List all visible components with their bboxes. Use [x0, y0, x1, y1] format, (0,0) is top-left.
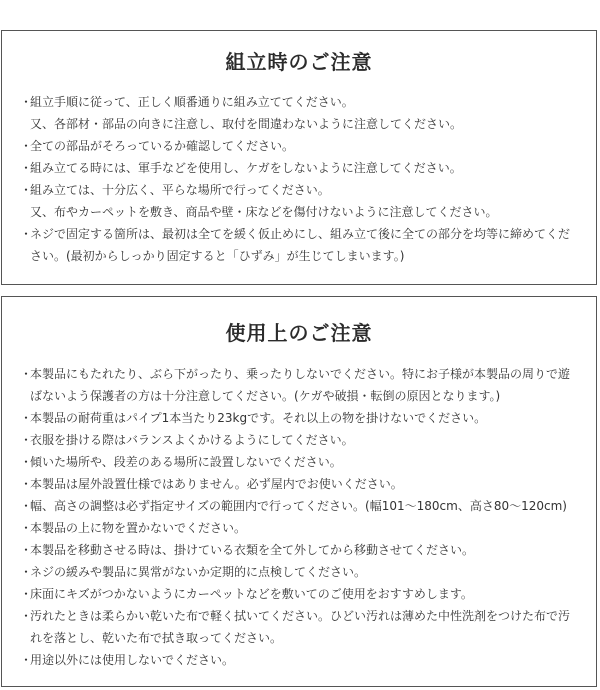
note-item [20, 451, 596, 473]
note-item [20, 157, 596, 179]
note-line: 組立手順に従って、正しく順番通りに組み立ててください。 [30, 95, 354, 109]
note-line: 汚れたときは柔らかい乾いた布で軽く拭いてください。ひどい汚れは薄めた中性洗剤をつけた布で汚 [30, 609, 571, 623]
usage-notes-box [1, 296, 597, 687]
note-item [20, 605, 596, 649]
bullet-dot: ・ [20, 587, 33, 601]
bullet-dot: ・ [20, 653, 33, 667]
note-line: 全ての部品がそろっているか確認してください。 [30, 139, 295, 153]
note-item [20, 583, 596, 605]
note-line: 用途以外には使用しないでください。 [30, 653, 235, 667]
note-item [20, 473, 596, 495]
note-item [20, 363, 596, 407]
note-line: 本製品にもたれたり、ぶら下がったり、乗ったりしないでください。特にお子様が本製品の周りで遊 [30, 367, 571, 381]
bullet-dot: ・ [20, 433, 33, 447]
bullet-dot: ・ [20, 521, 33, 535]
note-item [20, 91, 596, 135]
note-line: 衣服を掛ける際はバランスよくかけるようにしてください。 [30, 433, 354, 447]
bullet-dot: ・ [20, 565, 33, 579]
usage-notes-title: 使用上のご注意 [225, 321, 373, 345]
bullet-dot: ・ [20, 411, 33, 425]
note-line: れを落とし、乾いた布で拭き取ってください。 [30, 631, 283, 645]
bullet-dot: ・ [20, 609, 33, 623]
note-line: 床面にキズがつかないようにカーペットなどを敷いてのご使用をおすすめします。 [30, 587, 473, 601]
note-item [20, 495, 596, 517]
usage-notes-list [2, 363, 596, 671]
note-line: さい。(最初からしっかり固定すると「ひずみ」が生じてしまいます。) [30, 249, 405, 263]
note-line: 本製品の耐荷重はパイプ1本当たり23kgです。それ以上の物を掛けないでください。 [30, 411, 487, 425]
note-item [20, 539, 596, 561]
bullet-dot: ・ [20, 227, 33, 241]
note-item [20, 179, 596, 223]
note-item [20, 223, 596, 267]
bullet-dot: ・ [20, 139, 33, 153]
note-item [20, 517, 596, 539]
note-line: 組み立ては、十分広く、平らな場所で行ってください。 [30, 183, 330, 197]
bullet-dot: ・ [20, 183, 33, 197]
note-item [20, 561, 596, 583]
bullet-dot: ・ [20, 161, 33, 175]
note-line: ネジで固定する箇所は、最初は全てを緩く仮止めにし、組み立て後に全ての部分を均等に締めてくだ [30, 227, 571, 241]
bullet-dot: ・ [20, 95, 33, 109]
note-line: 又、各部材・部品の向きに注意し、取付を間違わないように注意してください。 [30, 117, 463, 131]
note-line: 傾いた場所や、段差のある場所に設置しないでください。 [30, 455, 342, 469]
assembly-notes-list [2, 91, 596, 267]
note-line: 又、布やカーペットを敷き、商品や壁・床などを傷付けないように注意してください。 [30, 205, 498, 219]
note-line: 本製品は屋外設置仕様ではありません。必ず屋内でお使いください。 [30, 477, 403, 491]
bullet-dot: ・ [20, 477, 33, 491]
bullet-dot: ・ [20, 499, 33, 513]
note-item [20, 135, 596, 157]
note-line: 本製品を移動させる時は、掛けている衣類を全て外してから移動させてください。 [30, 543, 475, 557]
assembly-notes-box [1, 30, 597, 285]
bullet-dot: ・ [20, 455, 33, 469]
note-line: 本製品の上に物を置かないでください。 [30, 521, 247, 535]
note-item [20, 649, 596, 671]
note-item [20, 429, 596, 451]
bullet-dot: ・ [20, 543, 33, 557]
bullet-dot: ・ [20, 367, 33, 381]
note-line: ばないよう保護者の方は十分注意してください。(ケガや破損・転倒の原因となります。) [30, 389, 501, 403]
note-item [20, 407, 596, 429]
note-line: 幅、高さの調整は必ず指定サイズの範囲内で行ってください。(幅101〜180cm、高さ80〜120cm) [30, 499, 567, 513]
note-line: ネジの緩みや製品に異常がないか定期的に点検してください。 [30, 565, 367, 579]
assembly-notes-title: 組立時のご注意 [225, 50, 373, 74]
note-line: 組み立てる時には、軍手などを使用し、ケガをしないように注意してください。 [30, 161, 462, 175]
